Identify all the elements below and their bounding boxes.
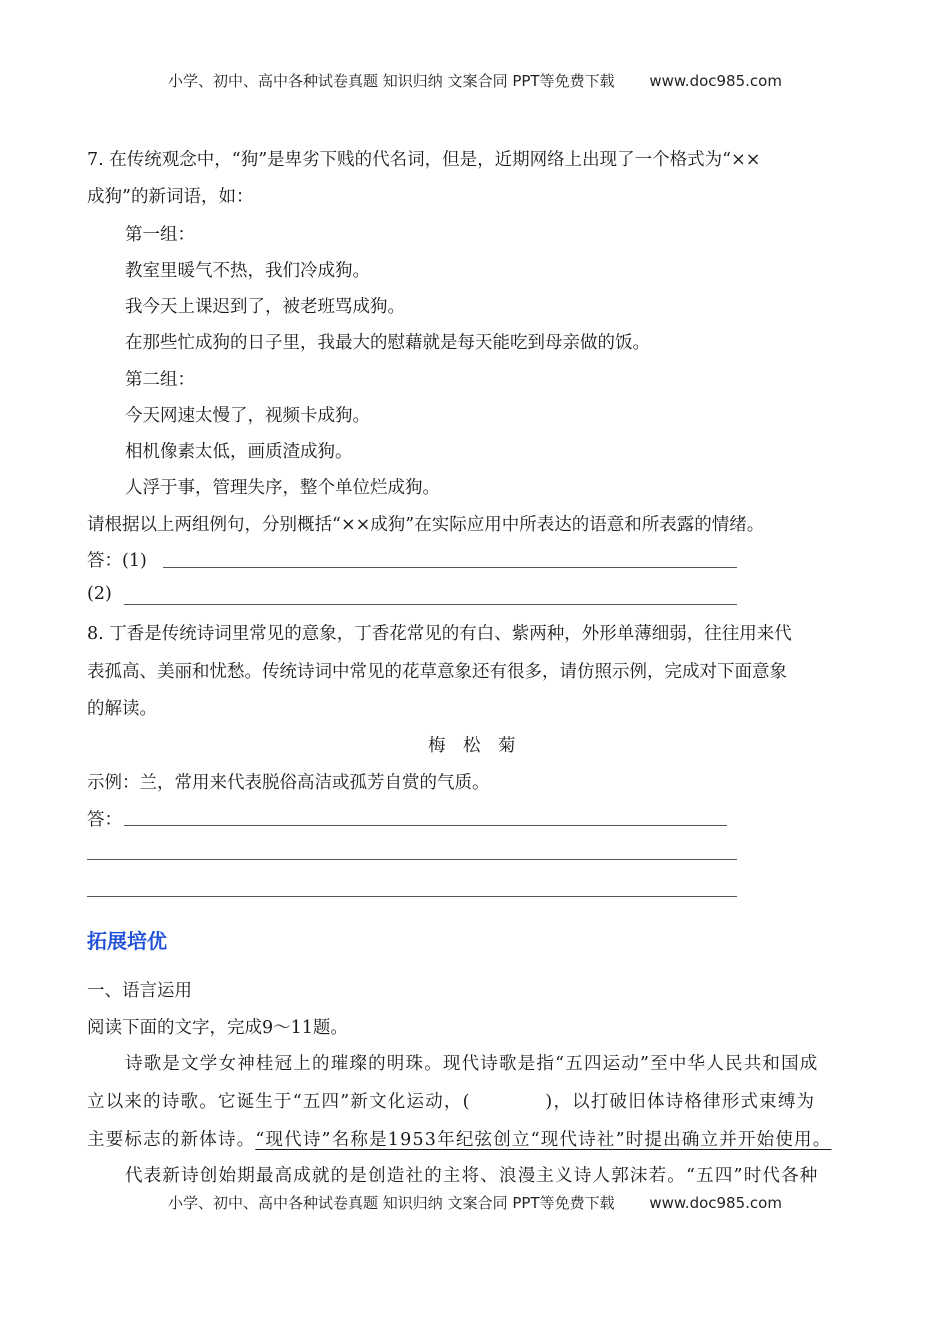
q8-answer-label: 答： (87, 810, 122, 830)
footer-text: 小学、初中、高中各种试卷真题 知识归纳 文案合同 PPT等免费下载 (168, 1194, 615, 1212)
q7-g2-sentence1: 今天网速太慢了，视频卡成狗。 (125, 406, 370, 426)
header-site[interactable]: www.doc985.com (649, 72, 782, 90)
q8-line2: 表孤高、美丽和忧愁。传统诗词中常见的花草意象还有很多，请仿照示例，完成对下面意象 (87, 662, 787, 682)
q8-example: 示例：兰，常用来代表脱俗高洁或孤芳自赏的气质。 (87, 773, 490, 793)
q8-line3: 的解读。 (87, 699, 157, 719)
q7-group2-label: 第二组： (125, 370, 195, 390)
q7-g1-sentence1: 教室里暖气不热，我们冷成狗。 (125, 261, 370, 281)
underlined-sentence: “现代诗”名称是1953年纪弦创立“现代诗社”时提出确立并开始使用。 (255, 1130, 832, 1150)
part1-instruction: 阅读下面的文字，完成9～11题。 (87, 1018, 348, 1038)
passage-p1-line2: 立以来的诗歌。它诞生于“五四”新文化运动，( )，以打破旧体诗格律形式束缚为 (87, 1092, 816, 1112)
q7-group1-label: 第一组： (125, 225, 195, 245)
footer-site[interactable]: www.doc985.com (649, 1194, 782, 1212)
q7-line1: 7. 在传统观念中，“狗”是卑劣下贱的代名词，但是，近期网络上出现了一个格式为“×× (87, 150, 761, 170)
q8-answer (87, 806, 122, 831)
passage-p1-line3-a: 主要标志的新体诗。 (87, 1130, 256, 1150)
passage-p1-line1: 诗歌是文学女神桂冠上的璀璨的明珠。现代诗歌是指“五四运动”至中华人民共和国成 (125, 1054, 819, 1074)
q8-answer-blank2[interactable] (87, 859, 737, 860)
section-title: 拓展培优 (87, 929, 167, 953)
part1-heading: 一、语言运用 (87, 981, 192, 1001)
q7-answer2 (87, 584, 112, 604)
q7-g1-sentence2: 我今天上课迟到了，被老班骂成狗。 (125, 297, 405, 317)
q7-answer1-label: 答：(1) (87, 551, 147, 571)
q7-g1-sentence3: 在那些忙成狗的日子里，我最大的慰藉就是每天能吃到母亲做的饭。 (125, 333, 650, 353)
q7-answer2-blank[interactable] (124, 604, 737, 605)
q8-answer-blank3[interactable] (87, 896, 737, 897)
q7-answer1 (87, 547, 147, 572)
q7-answer2-label: (2) (87, 584, 112, 604)
q8-answer-blank1[interactable] (124, 825, 727, 826)
q7-line2: 成狗”的新词语，如： (87, 187, 254, 207)
passage-p1-line3 (87, 1126, 831, 1151)
passage-p2-line1: 代表新诗创始期最高成就的是创造社的主将、浪漫主义诗人郭沫若。“五四”时代各种 (125, 1166, 819, 1186)
header-text: 小学、初中、高中各种试卷真题 知识归纳 文案合同 PPT等免费下载 (168, 72, 615, 90)
q8-line1: 8. 丁香是传统诗词里常见的意象，丁香花常见的有白、紫两种，外形单薄细弱，往往用来代 (87, 624, 792, 644)
page-header (0, 70, 950, 91)
q7-g2-sentence3: 人浮于事，管理失序，整个单位烂成狗。 (125, 478, 440, 498)
q8-images: 梅 松 菊 (428, 736, 516, 756)
q7-g2-sentence2: 相机像素太低，画质渣成狗。 (125, 442, 353, 462)
q7-answer1-blank[interactable] (163, 567, 737, 568)
page-footer (0, 1192, 950, 1213)
q7-prompt: 请根据以上两组例句，分别概括“××成狗”在实际应用中所表达的语意和所表露的情绪。 (87, 515, 765, 535)
